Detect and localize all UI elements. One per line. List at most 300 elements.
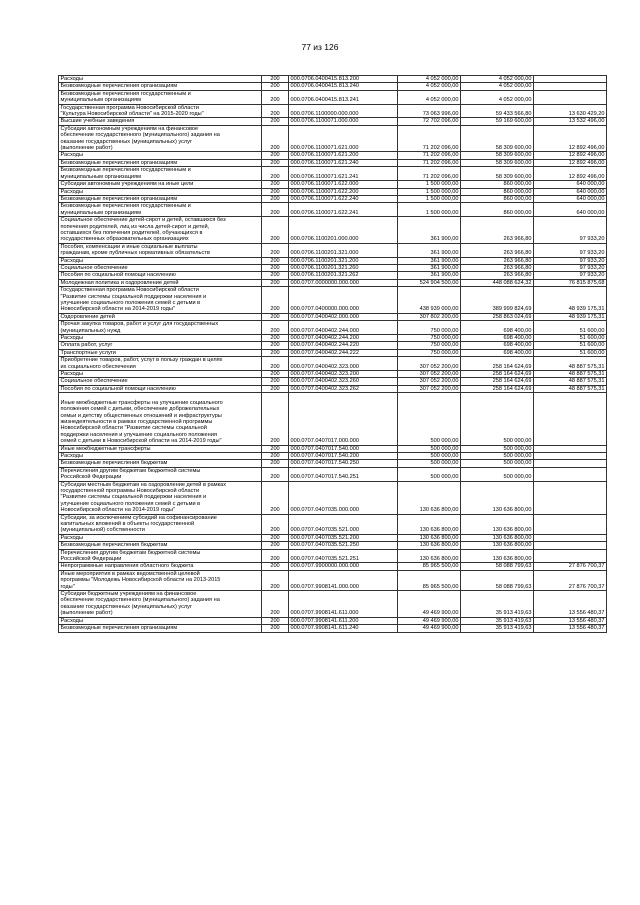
cell-unexecuted: 48 887 575,31	[534, 371, 607, 378]
cell-budget-code: 000.0706.1100071.622.240	[289, 195, 398, 202]
table-row	[59, 125, 607, 152]
cell-executed: 500 000,00	[461, 460, 534, 467]
cell-name: Государственная программа Новосибирской области "Культура Новосибирской области" на 2015-2020 годы"	[59, 104, 262, 118]
cell-approved: 73 063 996,00	[398, 104, 461, 118]
cell-approved: 750 000,00	[398, 342, 461, 349]
cell-budget-code: 000.0707.0407035.521.250	[289, 542, 398, 549]
table-row	[59, 83, 607, 90]
cell-budget-code: 000.0707.0000000.000.000	[289, 279, 398, 286]
cell-name: Субсидии автономным учреждениям на финансовое обеспечение государственного (муниципального) задания на оказание государственных (муниципальных) услуг (выполнение работ)	[59, 125, 262, 152]
cell-unexecuted: 13 556 480,37	[534, 617, 607, 624]
cell-unexecuted: 640 000,00	[534, 181, 607, 188]
table-row	[59, 542, 607, 549]
cell-unexecuted: 12 892 496,00	[534, 167, 607, 181]
cell-line-code: 200	[262, 152, 289, 159]
cell-line-code: 200	[262, 83, 289, 90]
cell-line-code: 200	[262, 159, 289, 166]
cell-unexecuted: 97 933,20	[534, 243, 607, 257]
cell-executed: 263 966,80	[461, 217, 534, 244]
cell-line-code: 200	[262, 534, 289, 541]
cell-approved: 500 000,00	[398, 460, 461, 467]
cell-name: Пособия по социальной помощи населению	[59, 272, 262, 279]
cell-name: Безвозмездные перечисления организациям	[59, 195, 262, 202]
cell-name: Высшие учебные заведения	[59, 118, 262, 125]
table-row	[59, 181, 607, 188]
cell-approved: 500 000,00	[398, 393, 461, 445]
cell-budget-code: 000.0706.1100071.621.240	[289, 159, 398, 166]
cell-approved: 361 900,00	[398, 243, 461, 257]
cell-budget-code: 000.0706.1100071.622.241	[289, 203, 398, 217]
cell-approved: 130 636 800,00	[398, 481, 461, 514]
cell-line-code: 200	[262, 445, 289, 452]
cell-executed: 35 913 419,63	[461, 617, 534, 624]
cell-name: Безвозмездные перечисления государственным и муниципальным организациям	[59, 203, 262, 217]
cell-unexecuted	[534, 76, 607, 83]
cell-unexecuted: 97 933,20	[534, 272, 607, 279]
cell-executed: 59 169 600,00	[461, 118, 534, 125]
cell-name: Перечисления другим бюджетам бюджетной системы Российской Федерации	[59, 467, 262, 481]
cell-name: Непрограммные направления областного бюджета	[59, 563, 262, 570]
cell-name: Прочая закупка товаров, работ и услуг для государственных (муниципальных) нужд	[59, 321, 262, 335]
table-row	[59, 159, 607, 166]
cell-name: Безвозмездные перечисления организациям	[59, 625, 262, 632]
cell-unexecuted: 48 887 575,31	[534, 385, 607, 392]
cell-approved: 750 000,00	[398, 321, 461, 335]
table-row	[59, 393, 607, 445]
cell-line-code: 200	[262, 342, 289, 349]
cell-budget-code: 000.0706.1100201.321.200	[289, 257, 398, 264]
cell-name: Социальное обеспечение	[59, 378, 262, 385]
table-row	[59, 625, 607, 632]
cell-approved: 307 052 200,00	[398, 385, 461, 392]
cell-name: Субсидии бюджетным учреждениям на финансовое обеспечение государственного (муниципального) задания на оказание государственных (муниципальных) услуг (выполнение работ)	[59, 591, 262, 618]
cell-executed: 500 000,00	[461, 467, 534, 481]
cell-line-code: 200	[262, 264, 289, 271]
cell-unexecuted	[534, 481, 607, 514]
cell-name: Безвозмездные перечисления государственным и муниципальным организациям	[59, 167, 262, 181]
cell-approved: 361 900,00	[398, 257, 461, 264]
cell-budget-code: 000.0706.1100201.321.260	[289, 264, 398, 271]
cell-line-code: 200	[262, 195, 289, 202]
cell-budget-code: 000.0707.0407035.521.200	[289, 534, 398, 541]
cell-name: Безвозмездные перечисления организациям	[59, 83, 262, 90]
cell-executed: 130 636 800,00	[461, 549, 534, 563]
cell-budget-code: 000.0706.1100000.000.000	[289, 104, 398, 118]
table-row	[59, 357, 607, 371]
table-row	[59, 118, 607, 125]
cell-approved: 71 202 096,00	[398, 125, 461, 152]
cell-executed: 698 400,00	[461, 321, 534, 335]
table-row	[59, 279, 607, 286]
cell-budget-code: 000.0706.1100201.321.262	[289, 272, 398, 279]
cell-name: Иные межбюджетные трансферты	[59, 445, 262, 452]
cell-executed: 263 966,80	[461, 257, 534, 264]
table-row	[59, 514, 607, 534]
cell-line-code: 200	[262, 313, 289, 320]
cell-name: Расходы	[59, 76, 262, 83]
cell-budget-code: 000.0706.0400415.813.240	[289, 83, 398, 90]
cell-unexecuted: 13 532 496,00	[534, 118, 607, 125]
cell-name: Оздоровление детей	[59, 313, 262, 320]
cell-budget-code: 000.0706.1100071.621.241	[289, 167, 398, 181]
table-row	[59, 335, 607, 342]
table-row	[59, 460, 607, 467]
cell-name: Расходы	[59, 335, 262, 342]
cell-budget-code: 000.0706.1100071.622.000	[289, 181, 398, 188]
table-row	[59, 445, 607, 452]
cell-executed: 860 000,00	[461, 203, 534, 217]
table-row	[59, 287, 607, 314]
cell-unexecuted: 51 600,00	[534, 349, 607, 356]
cell-unexecuted: 12 892 496,00	[534, 159, 607, 166]
cell-unexecuted: 12 892 496,00	[534, 125, 607, 152]
cell-name: Иные мероприятия в рамках ведомственной целевой программы "Молодежь Новосибирской области на 2013-2015 годы"	[59, 570, 262, 590]
table-row	[59, 452, 607, 459]
cell-budget-code: 000.0706.1100071.622.200	[289, 188, 398, 195]
cell-executed: 58 088 799,63	[461, 563, 534, 570]
cell-approved: 361 900,00	[398, 217, 461, 244]
cell-name: Социальное обеспечение	[59, 264, 262, 271]
cell-budget-code: 000.0707.9908141.611.240	[289, 625, 398, 632]
cell-approved: 361 900,00	[398, 272, 461, 279]
cell-approved: 4 052 000,00	[398, 83, 461, 90]
cell-budget-code: 000.0707.0400402.323.262	[289, 385, 398, 392]
table-row	[59, 385, 607, 392]
cell-budget-code: 000.0706.1100071.621.200	[289, 152, 398, 159]
cell-budget-code: 000.0706.0400415.813.200	[289, 76, 398, 83]
cell-budget-code: 000.0707.9908141.611.000	[289, 591, 398, 618]
cell-executed: 500 000,00	[461, 452, 534, 459]
cell-name: Расходы	[59, 371, 262, 378]
cell-line-code: 200	[262, 279, 289, 286]
cell-unexecuted: 48 887 575,31	[534, 378, 607, 385]
cell-executed: 448 088 624,32	[461, 279, 534, 286]
cell-unexecuted	[534, 83, 607, 90]
cell-budget-code: 000.0706.1100201.000.000	[289, 217, 398, 244]
cell-unexecuted	[534, 514, 607, 534]
cell-budget-code: 000.0707.0400402.323.200	[289, 371, 398, 378]
cell-name: Безвозмездные перечисления государственным и муниципальным организациям	[59, 90, 262, 104]
table-row	[59, 76, 607, 83]
cell-executed: 130 636 800,00	[461, 534, 534, 541]
cell-budget-code: 000.0707.0400402.244.222	[289, 349, 398, 356]
cell-approved: 4 052 000,00	[398, 76, 461, 83]
cell-name: Субсидии, за исключением субсидий на софинансирование капитальных вложений в объекты государственной (муниципальной) собственности	[59, 514, 262, 534]
cell-approved: 49 469 900,00	[398, 617, 461, 624]
budget-execution-table	[58, 75, 607, 633]
table-body	[59, 76, 607, 633]
cell-unexecuted: 12 892 496,00	[534, 152, 607, 159]
cell-line-code: 200	[262, 563, 289, 570]
cell-approved: 1 500 000,00	[398, 188, 461, 195]
cell-approved: 72 702 096,00	[398, 118, 461, 125]
cell-line-code: 200	[262, 549, 289, 563]
table-row	[59, 90, 607, 104]
table-row	[59, 342, 607, 349]
cell-line-code: 200	[262, 591, 289, 618]
cell-unexecuted: 48 939 175,31	[534, 313, 607, 320]
cell-executed: 263 966,80	[461, 264, 534, 271]
cell-unexecuted: 13 556 480,37	[534, 591, 607, 618]
cell-approved: 130 636 800,00	[398, 549, 461, 563]
cell-approved: 130 636 800,00	[398, 534, 461, 541]
cell-budget-code: 000.0707.0407017.540.251	[289, 467, 398, 481]
cell-budget-code: 000.0707.0407035.521.000	[289, 514, 398, 534]
cell-name: Перечисления другим бюджетам бюджетной системы Российской Федерации	[59, 549, 262, 563]
cell-name: Безвозмездные перечисления бюджетам	[59, 542, 262, 549]
table-row	[59, 467, 607, 481]
table-row	[59, 591, 607, 618]
cell-budget-code: 000.0707.0400402.244.220	[289, 342, 398, 349]
cell-executed: 4 052 000,00	[461, 90, 534, 104]
cell-line-code: 200	[262, 378, 289, 385]
cell-unexecuted	[534, 467, 607, 481]
cell-name: Расходы	[59, 452, 262, 459]
cell-executed: 35 913 419,63	[461, 591, 534, 618]
cell-executed: 500 000,00	[461, 445, 534, 452]
table-row	[59, 195, 607, 202]
cell-name: Транспортные услуги	[59, 349, 262, 356]
cell-line-code: 200	[262, 514, 289, 534]
cell-name: Молодежная политика и оздоровление детей	[59, 279, 262, 286]
cell-name: Приобретение товаров, работ, услуг в пользу граждан в целях их социального обеспечения	[59, 357, 262, 371]
table-row	[59, 570, 607, 590]
cell-line-code: 200	[262, 452, 289, 459]
cell-line-code: 200	[262, 371, 289, 378]
cell-name: Расходы	[59, 188, 262, 195]
table-row	[59, 549, 607, 563]
table-row	[59, 378, 607, 385]
cell-executed: 4 052 000,00	[461, 76, 534, 83]
cell-budget-code: 000.0706.1100071.000.000	[289, 118, 398, 125]
cell-budget-code: 000.0706.1100071.621.000	[289, 125, 398, 152]
cell-unexecuted: 97 933,20	[534, 217, 607, 244]
cell-approved: 130 636 800,00	[398, 542, 461, 549]
cell-name: Безвозмездные перечисления организациям	[59, 159, 262, 166]
cell-unexecuted: 640 000,00	[534, 203, 607, 217]
cell-unexecuted: 97 933,20	[534, 257, 607, 264]
cell-executed: 35 913 419,63	[461, 625, 534, 632]
cell-name: Безвозмездные перечисления бюджетам	[59, 460, 262, 467]
cell-unexecuted	[534, 393, 607, 445]
cell-approved: 130 636 800,00	[398, 514, 461, 534]
cell-budget-code: 000.0707.0407017.000.000	[289, 393, 398, 445]
cell-executed: 130 636 800,00	[461, 514, 534, 534]
cell-approved: 71 202 096,00	[398, 167, 461, 181]
cell-executed: 258 863 024,69	[461, 313, 534, 320]
cell-unexecuted	[534, 542, 607, 549]
cell-unexecuted	[534, 445, 607, 452]
cell-executed: 58 309 600,00	[461, 167, 534, 181]
table-row	[59, 321, 607, 335]
table-row	[59, 313, 607, 320]
cell-name: Расходы	[59, 257, 262, 264]
page-counter: 77 из 126	[301, 42, 339, 52]
cell-name: Субсидии местным бюджетам на оздоровление детей в рамках государственной программы Новосибирской области "Развитие системы социальной поддержки населения и улучшение социального положения семей с детьми в Новосибирской области на 2014-2019 годы"	[59, 481, 262, 514]
cell-unexecuted: 48 939 175,31	[534, 287, 607, 314]
cell-approved: 85 965 500,00	[398, 570, 461, 590]
cell-name: Расходы	[59, 534, 262, 541]
table-row	[59, 534, 607, 541]
cell-line-code: 200	[262, 76, 289, 83]
cell-unexecuted: 51 600,00	[534, 335, 607, 342]
table-row	[59, 104, 607, 118]
cell-line-code: 200	[262, 167, 289, 181]
cell-executed: 258 164 624,69	[461, 378, 534, 385]
cell-line-code: 200	[262, 460, 289, 467]
cell-line-code: 200	[262, 125, 289, 152]
cell-unexecuted	[534, 460, 607, 467]
cell-approved: 500 000,00	[398, 467, 461, 481]
cell-line-code: 200	[262, 203, 289, 217]
cell-budget-code: 000.0706.1100201.321.000	[289, 243, 398, 257]
table-row	[59, 272, 607, 279]
cell-executed: 59 433 566,80	[461, 104, 534, 118]
cell-approved: 71 202 096,00	[398, 152, 461, 159]
cell-line-code: 200	[262, 257, 289, 264]
table-row	[59, 264, 607, 271]
cell-approved: 438 939 000,00	[398, 287, 461, 314]
cell-line-code: 200	[262, 357, 289, 371]
table-row	[59, 257, 607, 264]
table-row	[59, 217, 607, 244]
cell-executed: 860 000,00	[461, 195, 534, 202]
cell-executed: 58 309 600,00	[461, 152, 534, 159]
table-row	[59, 563, 607, 570]
cell-executed: 860 000,00	[461, 188, 534, 195]
cell-unexecuted: 640 000,00	[534, 188, 607, 195]
cell-executed: 130 636 800,00	[461, 481, 534, 514]
cell-line-code: 200	[262, 321, 289, 335]
cell-name: Социальное обеспечение детей-сирот и детей, оставшихся без попечения родителей, лиц из числа детей-сирот и детей, оставшихся без попечения родителей, обучающихся в государственных образовательных организациях	[59, 217, 262, 244]
cell-line-code: 200	[262, 467, 289, 481]
table-row	[59, 203, 607, 217]
cell-unexecuted: 51 600,00	[534, 342, 607, 349]
cell-approved: 49 469 900,00	[398, 591, 461, 618]
cell-line-code: 200	[262, 617, 289, 624]
cell-name: Оплата работ, услуг	[59, 342, 262, 349]
cell-name: Иные межбюджетные трансферты на улучшение социального положения семей с детьми, обеспечение доброжелательных семьи и детству общественных отношений и инфраструктуры жизнедеятельности в рамках государственной программы Новосибирской области "Развитие системы социальной поддержки населения и улучшение социального положения семей с детьми в Новосибирской области на 2014-2019 годы"	[59, 393, 262, 445]
cell-approved: 1 500 000,00	[398, 181, 461, 188]
cell-budget-code: 000.0707.9900000.000.000	[289, 563, 398, 570]
cell-line-code: 200	[262, 385, 289, 392]
cell-approved: 750 000,00	[398, 335, 461, 342]
cell-name: Государственная программа Новосибирской области "Развитие системы социальной поддержки населения и улучшение социального положения семей с детьми в Новосибирской области на 2014-2019 годы"	[59, 287, 262, 314]
table-row	[59, 481, 607, 514]
cell-name: Расходы	[59, 617, 262, 624]
cell-unexecuted: 640 000,00	[534, 195, 607, 202]
cell-line-code: 200	[262, 243, 289, 257]
cell-unexecuted	[534, 90, 607, 104]
table-row	[59, 617, 607, 624]
cell-executed: 58 309 600,00	[461, 125, 534, 152]
cell-name: Расходы	[59, 152, 262, 159]
cell-approved: 750 000,00	[398, 349, 461, 356]
cell-executed: 258 164 624,69	[461, 385, 534, 392]
cell-budget-code: 000.0707.0400402.323.000	[289, 357, 398, 371]
cell-approved: 1 500 000,00	[398, 195, 461, 202]
cell-unexecuted	[534, 534, 607, 541]
cell-line-code: 200	[262, 90, 289, 104]
cell-executed: 860 000,00	[461, 181, 534, 188]
cell-executed: 258 164 624,69	[461, 357, 534, 371]
cell-approved: 71 202 096,00	[398, 159, 461, 166]
cell-unexecuted: 76 815 875,68	[534, 279, 607, 286]
cell-approved: 1 500 000,00	[398, 203, 461, 217]
cell-approved: 307 052 200,00	[398, 371, 461, 378]
cell-executed: 263 966,80	[461, 272, 534, 279]
table-row	[59, 152, 607, 159]
cell-name: Субсидии автономным учреждениям на иные цели	[59, 181, 262, 188]
cell-line-code: 200	[262, 349, 289, 356]
cell-approved: 85 965 500,00	[398, 563, 461, 570]
cell-line-code: 200	[262, 118, 289, 125]
cell-executed: 698 400,00	[461, 335, 534, 342]
cell-executed: 4 052 000,00	[461, 83, 534, 90]
cell-approved: 307 052 200,00	[398, 378, 461, 385]
cell-budget-code: 000.0707.0400402.244.000	[289, 321, 398, 335]
cell-budget-code: 000.0707.0407017.540.200	[289, 452, 398, 459]
cell-executed: 58 309 600,00	[461, 159, 534, 166]
table-row	[59, 349, 607, 356]
cell-budget-code: 000.0707.0400402.000.000	[289, 313, 398, 320]
cell-executed: 500 000,00	[461, 393, 534, 445]
table-row	[59, 167, 607, 181]
cell-name: Пособия по социальной помощи населению	[59, 385, 262, 392]
cell-unexecuted: 13 630 429,20	[534, 104, 607, 118]
cell-executed: 263 966,80	[461, 243, 534, 257]
cell-line-code: 200	[262, 625, 289, 632]
cell-budget-code: 000.0707.0400402.244.200	[289, 335, 398, 342]
cell-budget-code: 000.0707.9908141.611.200	[289, 617, 398, 624]
cell-line-code: 200	[262, 181, 289, 188]
cell-line-code: 200	[262, 481, 289, 514]
cell-unexecuted: 13 556 480,37	[534, 625, 607, 632]
cell-unexecuted: 27 876 700,37	[534, 563, 607, 570]
cell-line-code: 200	[262, 335, 289, 342]
cell-executed: 698 400,00	[461, 342, 534, 349]
cell-unexecuted	[534, 549, 607, 563]
cell-budget-code: 000.0707.9908141.000.000	[289, 570, 398, 590]
cell-executed: 258 164 624,69	[461, 371, 534, 378]
cell-approved: 4 052 000,00	[398, 90, 461, 104]
cell-executed: 389 999 824,69	[461, 287, 534, 314]
cell-approved: 500 000,00	[398, 452, 461, 459]
cell-line-code: 200	[262, 287, 289, 314]
cell-line-code: 200	[262, 542, 289, 549]
cell-approved: 524 904 500,00	[398, 279, 461, 286]
cell-line-code: 200	[262, 393, 289, 445]
cell-budget-code: 000.0707.0407035.000.000	[289, 481, 398, 514]
cell-executed: 58 088 799,63	[461, 570, 534, 590]
table-row	[59, 188, 607, 195]
cell-approved: 307 802 200,00	[398, 313, 461, 320]
cell-name: Пособия, компенсации и иные социальные выплаты гражданам, кроме публичных нормативных обязательств	[59, 243, 262, 257]
cell-line-code: 200	[262, 570, 289, 590]
cell-budget-code: 000.0707.0407035.521.251	[289, 549, 398, 563]
cell-budget-code: 000.0707.0400000.000.000	[289, 287, 398, 314]
cell-unexecuted: 48 887 575,31	[534, 357, 607, 371]
table-row	[59, 371, 607, 378]
cell-executed: 130 636 800,00	[461, 542, 534, 549]
cell-budget-code: 000.0707.0407017.540.000	[289, 445, 398, 452]
cell-approved: 500 000,00	[398, 445, 461, 452]
cell-budget-code: 000.0706.0400415.813.241	[289, 90, 398, 104]
cell-approved: 361 900,00	[398, 264, 461, 271]
cell-budget-code: 000.0707.0400402.323.260	[289, 378, 398, 385]
cell-approved: 49 469 900,00	[398, 625, 461, 632]
cell-line-code: 200	[262, 217, 289, 244]
